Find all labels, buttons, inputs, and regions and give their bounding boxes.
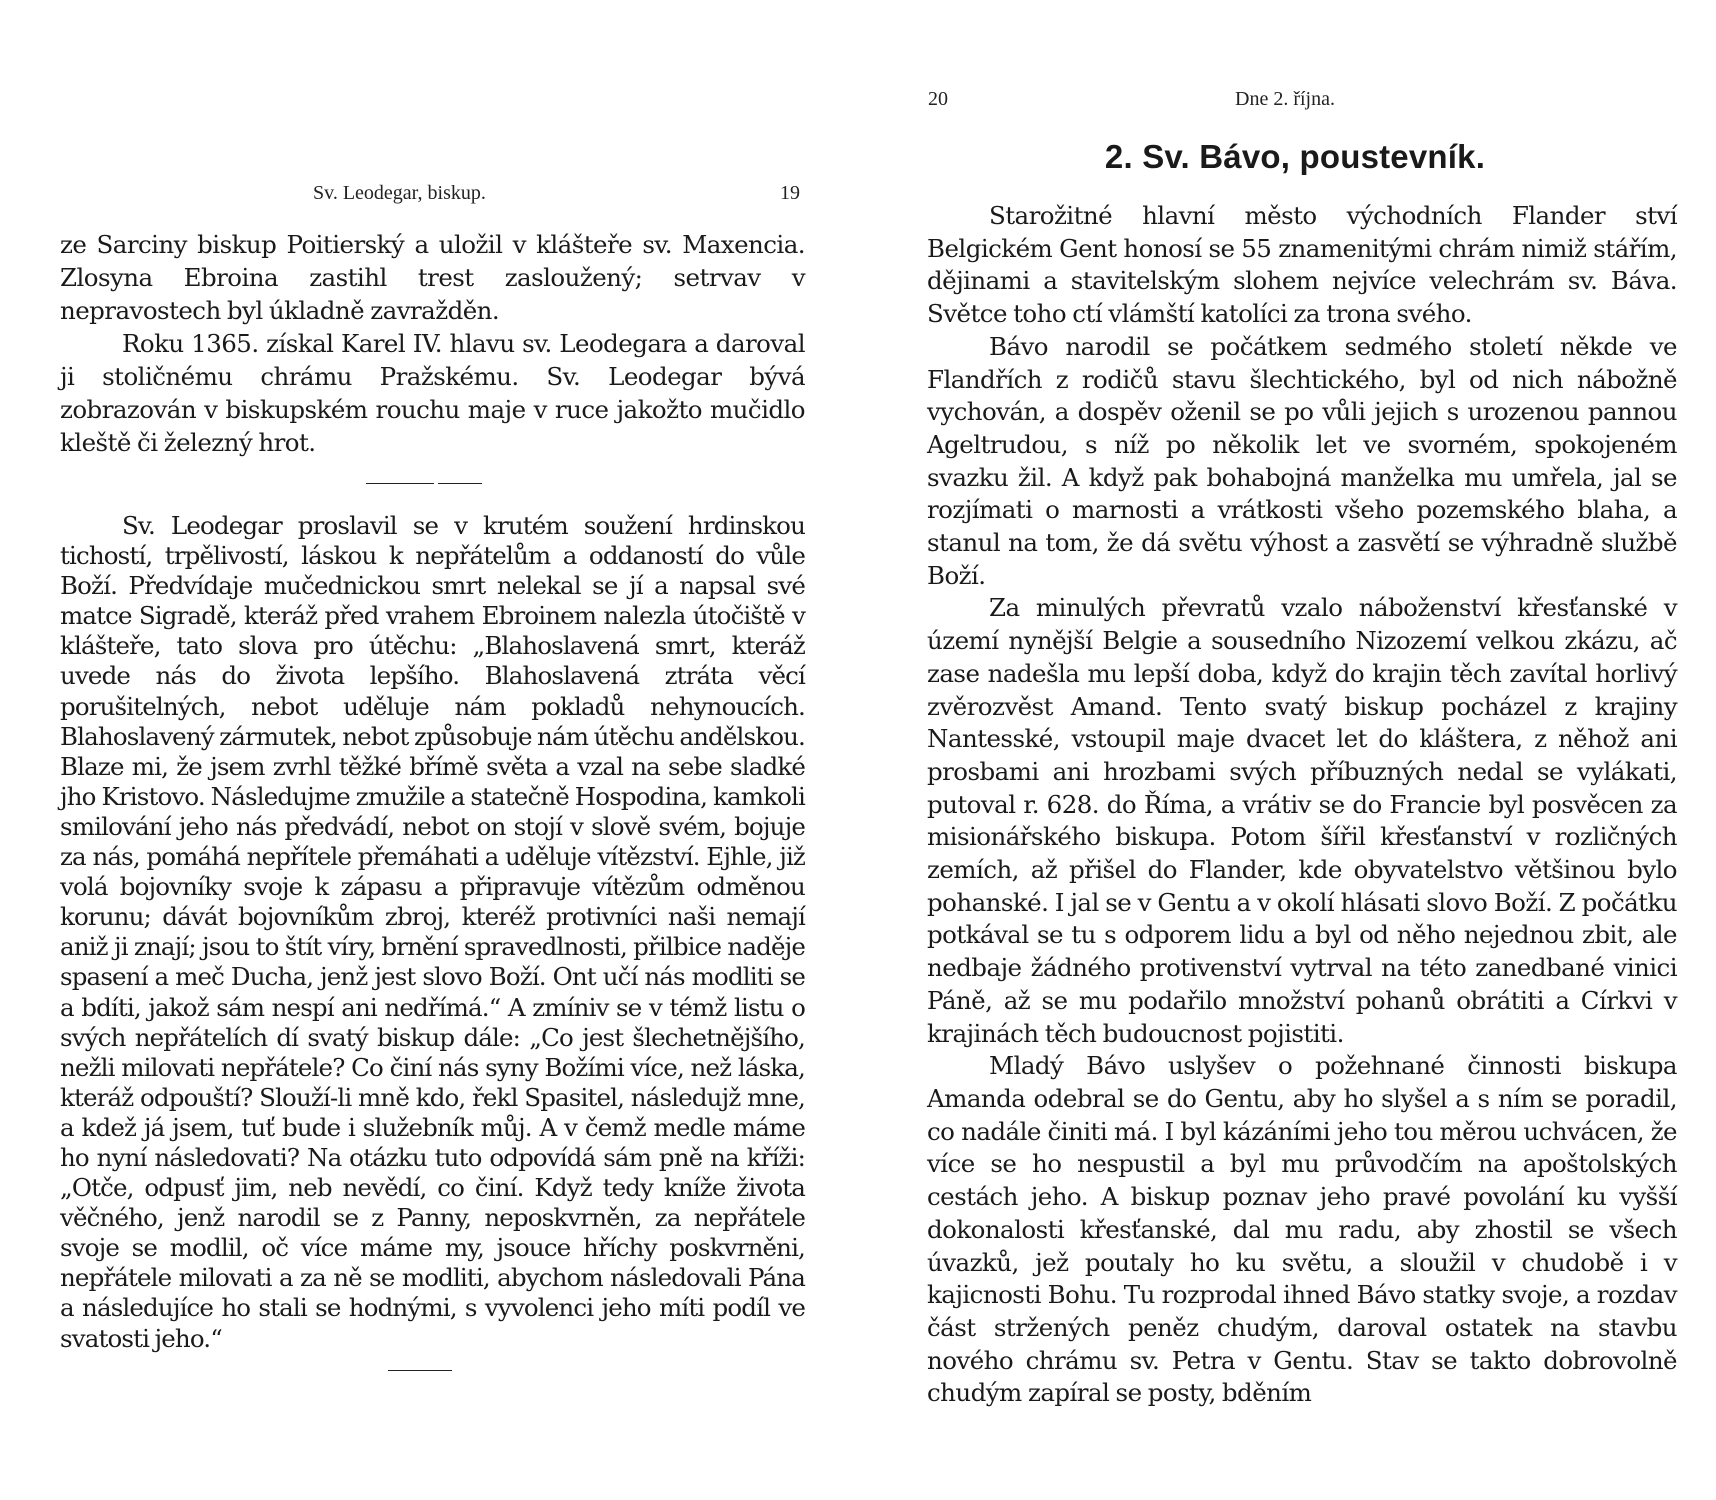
page-number: 20 [928, 88, 948, 110]
paragraph: Bávo narodil se počátkem sedmého století někde ve Flandřích z rodičů stavu šlechtického, byl od nich nábožně vychován, a dospěv oženil se po vůli jejich s urozenou pannou Ageltrudou, s níž po několik let ve svorném, spokojeném svazku žil. A když pak bohabojná manželka mu umřela, jal se rozjímati o marnosti a vrátkosti všeho pozemského blaha, a stanul na tom, že dá světu výhost a zasvětí se výhradně službě Boží. [927, 331, 1677, 590]
paragraph: Sv. Leodegar proslavil se v krutém soužení hrdinskou tichostí, trpělivostí, láskou k nepřátelům a oddaností do vůle Boží. Předvídaje mučednickou smrt nelekal se jí a napsal své matce Sigradě, kteráž před vrahem Ebroinem nalezla útočiště v klášteře, tato slova pro útěchu: „Blahoslavená smrt, kteráž uvede nás do života lepšího. Blahoslavená ztráta věcí porušitelných, nebot uděluje nám pokladů nehynoucích. Blahoslavený zármutek, nebot způsobuje nám útěchu andělskou. Blaze mi, že jsem zvrhl těžké břímě světa a vzal na sebe sladké jho Kristovo. Následujme zmužile a statečně Hospodina, kamkoli smilování jeho nás předvádí, nebot on stojí v slově svém, bojuje za nás, pomáhá nepřítele přemáhati a uděluje vítězství. Ejhle, již volá bojovníky svoje k zápasu a připravuje vítězům odměnou korunu; dávát bojovníkům zbroj, kteréž protivníci naši nemají aniž ji znají; jsou to štít víry, brnění spravedlnosti, přilbice naděje spasení a meč Ducha, jenž jest slovo Boží. Ont učí nás modliti se a bdíti, jakož sám nespí ani nedřímá.“ A zmíniv se v témž listu o svých nepřátelích dí svatý biskup dále: „Co jest šlechetnějšího, nežli milovati nepřátele? Co činí nás syny Božími více, než láska, kteráž odpouští? Slouží-li mně kdo, řekl Spasitel, následujž mne, a kdež já jsem, tuť bude i služebník můj. A v čemž medle máme ho nyní následovati? Na otázku tuto odpovídá sám pně na kříži: „Otče, odpusť jim, neb nevědí, co činí. Když tedy kníže života věčného, jenž narodil se z Panny, neposkvrněn, za nepřátele svoje se modlil, oč více máme my, jsouce hříchy poskvrněni, nepřátele milovati a za ně se modliti, abychom následovali Pána a následujíce ho stali se hodnými, s vyvolenci jeho míti podíl ve svatosti jeho.“ [60, 511, 805, 1353]
section-divider [366, 483, 434, 484]
section-divider [438, 483, 482, 484]
paragraph: Roku 1365. získal Karel IV. hlavu sv. Leodegara a daroval ji stoličnému chrámu Pražskému. Sv. Leodegar bývá zobrazován v biskupském rouchu maje v ruce jakožto mučidlo kleště či železný hrot. [60, 329, 805, 457]
end-divider [388, 1370, 452, 1371]
paragraph: Za minulých převratů vzalo náboženství křesťanské v území nynější Belgie a sousedního Nizozemí velkou zkázu, ač zase nadešla mu lepší doba, když do krajin těch zavítal horlivý zvěrozvěst Amand. Tento svatý biskup pocházel z krajiny Nantesské, vstoupil maje dvacet let do kláštera, z něhož ani prosbami ani hrozbami svých příbuzných nedal se vylákati, putoval r. 628. do Říma, a vrátiv se do Francie byl posvěcen za misionářského biskupa. Potom šířil křesťanství v rozličných zemích, až přišel do Flander, kde obyvatelstvo většinou bylo pohanské. I jal se v Gentu a v okolí hlásati slovo Boží. Z počátku potkával se tu s odporem lidu a byl od něho nejednou zbit, ale nedbaje žádného protivenství vytrval na této zanedbané vinici Páně, až se mu podařilo množství pohanů obrátiti a Církvi v krajinách těch budoucnost pojistiti. [927, 593, 1677, 1048]
text-block-top [60, 228, 805, 459]
paragraph: ze Sarciny biskup Poitierský a uložil v klášteře sv. Maxencia. Zlosyna Ebroina zastihl trest zasloužený; setrvav v nepravostech byl úkladně zavražděn. [60, 230, 805, 325]
chapter-heading: 2. Sv. Bávo, poustevník. [1104, 138, 1486, 175]
left-page [60, 0, 810, 1500]
running-head-title: Sv. Leodegar, biskup. [313, 182, 486, 204]
right-page [915, 0, 1675, 1500]
paragraph: Mladý Bávo uslyšev o požehnané činnosti biskupa Amanda odebral se do Gentu, aby ho slyšel a s ním se poradil, co nadále činiti má. I byl kázáními jeho tou měrou uchvácen, že více se ho nespustil a byl mu průvodčím na apoštolských cestách jeho. A biskup poznav jeho pravé povolání ku vyšší dokonalosti křesťanské, dal mu radu, aby zhostil se všech úvazků, jež poutaly ho ku světu, a sloužil v chudobě i v kajicnosti Bohu. Tu rozprodal ihned Bávo statky svoje, a rozdav část stržených peněz chudým, daroval ostatek na stavbu nového chrámu sv. Petra v Gentu. Stav se takto dobrovolně chudým zapíral se posty, bděním [927, 1051, 1677, 1408]
text-block-bottom [60, 511, 805, 1354]
running-head-title: Dne 2. října. [1235, 88, 1335, 110]
paragraph: Starožitné hlavní město východních Flander ství Belgickém Gent honosí se 55 znamenitými chrám nimiž stářím, dějinami a stavitelským slohem nejvíce velechrám sv. Báva. Světce toho ctí vlámští katolíci za trona svého. [927, 201, 1677, 329]
page-number: 19 [780, 182, 800, 204]
text-body [927, 200, 1677, 1410]
